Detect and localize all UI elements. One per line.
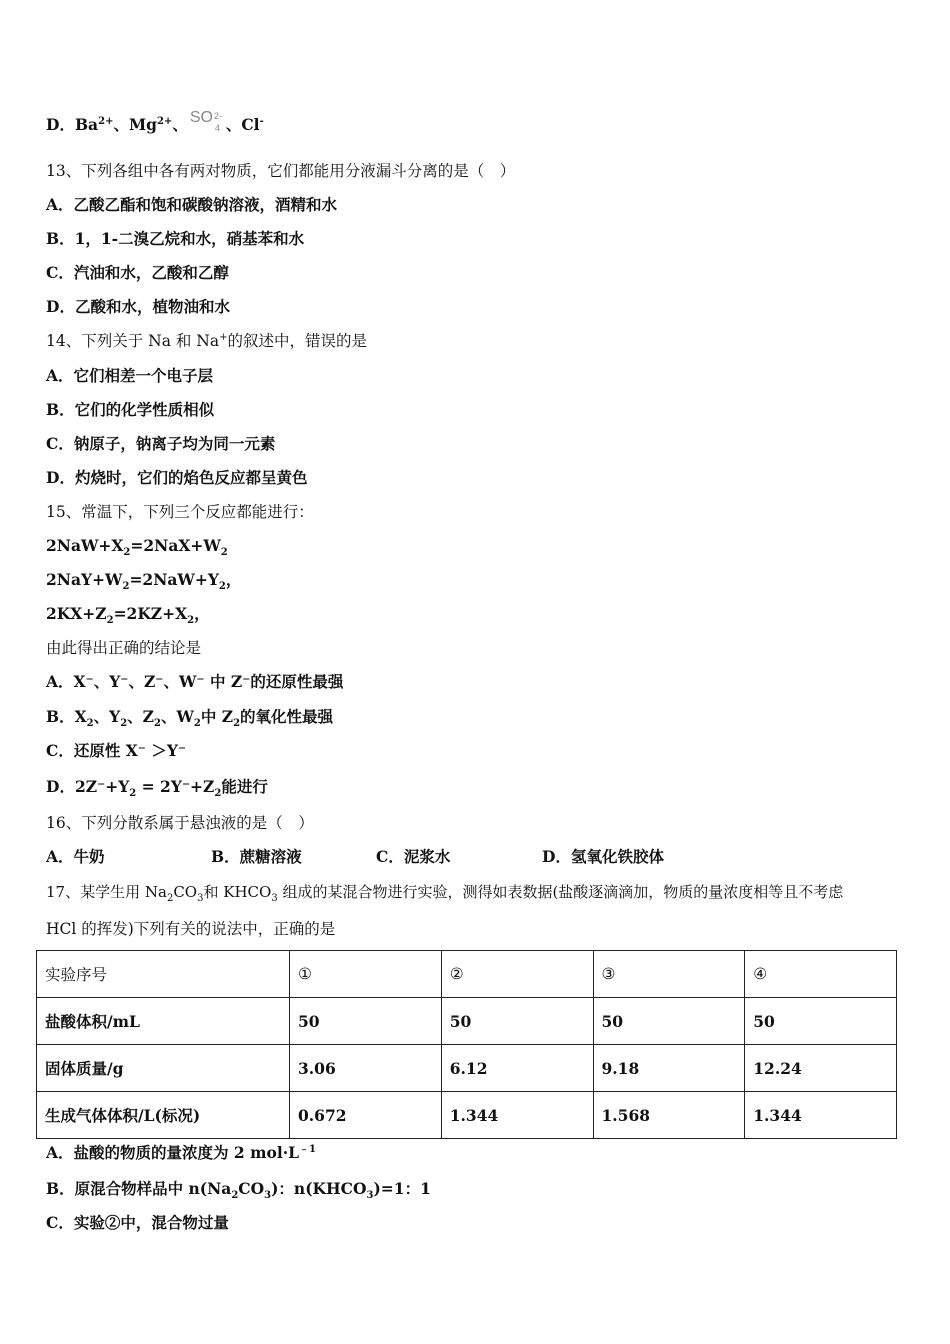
- q13-option-c: C．汽油和水，乙酸和乙醇: [46, 263, 229, 282]
- q13-stem: 13、下列各组中各有两对物质，它们都能用分液漏斗分离的是（ ）: [46, 162, 516, 180]
- table-cell: 盐酸体积/mL: [37, 998, 290, 1045]
- q16-stem: 16、下列分散系属于悬浊液的是（ ）: [46, 814, 314, 832]
- q16-option-b: B．蔗糖溶液: [211, 847, 302, 866]
- q17-option-b: B．原混合物样品中 $n(Na_2CO_3)$：$n(KHCO_3)=1$：1: [46, 1179, 431, 1202]
- q15-reaction-3: $2KX+Z_2=2KZ+X_2$，: [46, 604, 210, 627]
- table-row: [37, 951, 897, 998]
- q15-conclusion: 由此得出正确的结论是: [46, 639, 202, 657]
- q15-stem: 15、常温下，下列三个反应都能进行：: [46, 503, 314, 521]
- q14-stem: 14、下列关于 Na 和 Na+的叙述中，错误的是: [46, 331, 368, 350]
- experiment-data-table: [36, 950, 897, 1139]
- q15-option-b: B．$X_2$、$Y_2$、$Z_2$、$W_2$中 $Z_2$的氧化性最强: [46, 707, 334, 730]
- table-cell: 1.344: [745, 1092, 897, 1139]
- table-cell: ①: [290, 951, 442, 998]
- table-cell: 50: [745, 998, 897, 1045]
- table-cell: 生成气体体积/L(标况): [37, 1092, 290, 1139]
- q17-option-c: C．实验②中，混合物过量: [46, 1213, 229, 1232]
- q15-option-a: A．X⁻、Y⁻、Z⁻、W⁻ 中 Z⁻的还原性最强: [46, 672, 344, 691]
- table-cell: 实验序号: [37, 951, 290, 998]
- table-cell: 50: [593, 998, 745, 1045]
- ion-cl: Cl-: [241, 115, 264, 134]
- table-cell: 6.12: [441, 1045, 593, 1092]
- table-cell: 50: [290, 998, 442, 1045]
- table-row: [37, 1092, 897, 1139]
- q15-option-c: C．还原性 X⁻ ＞Y⁻: [46, 741, 187, 760]
- q13-option-a: A．乙酸乙酯和饱和碳酸钠溶液，酒精和水: [46, 195, 338, 214]
- table-cell: 3.06: [290, 1045, 442, 1092]
- table-cell: 0.672: [290, 1092, 442, 1139]
- q16-option-d: D．氢氧化铁胶体: [542, 847, 664, 866]
- q15-reaction-1: $2NaW+X_2=2NaX+W_2$: [46, 536, 228, 559]
- table-cell: 50: [441, 998, 593, 1045]
- q13-option-d: D．乙酸和水，植物油和水: [46, 297, 230, 316]
- ion-mg: $Mg^{2+}$、: [128, 115, 188, 134]
- sulfate-formula-image: SO 2- 4: [189, 109, 222, 133]
- q17-stem-line-2: HCl 的挥发)下列有关的说法中，正确的是: [46, 920, 336, 938]
- q14-option-c: C．钠原子，钠离子均为同一元素: [46, 434, 276, 453]
- q17-stem-line-1: 17、某学生用 $Na_2CO_3$和 $KHCO_3$ 组成的某混合物进行实验，测得如表数据(盐酸逐滴滴加，物质的量浓度相等且不考虑: [46, 883, 844, 904]
- table-cell: 1.568: [593, 1092, 745, 1139]
- q14-option-a: A．它们相差一个电子层: [46, 366, 214, 385]
- q17-option-a: A．盐酸的物质的量浓度为 2 $mol\cdot L^{﹣1}$: [46, 1143, 316, 1162]
- ion-ba: $Ba^{2+}$、: [74, 115, 129, 134]
- table-cell: 9.18: [593, 1045, 745, 1092]
- table-cell: ④: [745, 951, 897, 998]
- q13-option-b: B．1，1-二溴乙烷和水，硝基苯和水: [46, 229, 305, 248]
- q14-option-d: D．灼烧时，它们的焰色反应都呈黄色: [46, 468, 308, 487]
- table-cell: 12.24: [745, 1045, 897, 1092]
- q15-reaction-2: $2NaY+W_2=2NaW+Y_2$，: [46, 570, 242, 593]
- q16-options: [46, 847, 906, 867]
- table-row: [37, 998, 897, 1045]
- table-cell: 固体质量/g: [37, 1045, 290, 1092]
- q15-option-d: D．$2Z^-+Y_2 = 2Y^-+Z_2$能进行: [46, 777, 268, 800]
- q16-option-c: C．泥浆水: [376, 847, 451, 866]
- table-cell: ③: [593, 951, 745, 998]
- q12-option-d: D．$Ba^{2+}$、$Mg^{2+}$、 SO 2- 4 、Cl-: [46, 109, 264, 134]
- q14-option-b: B．它们的化学性质相似: [46, 400, 215, 419]
- table-row: [37, 1045, 897, 1092]
- table-cell: ②: [441, 951, 593, 998]
- q16-option-a: A．牛奶: [46, 847, 105, 866]
- table-cell: 1.344: [441, 1092, 593, 1139]
